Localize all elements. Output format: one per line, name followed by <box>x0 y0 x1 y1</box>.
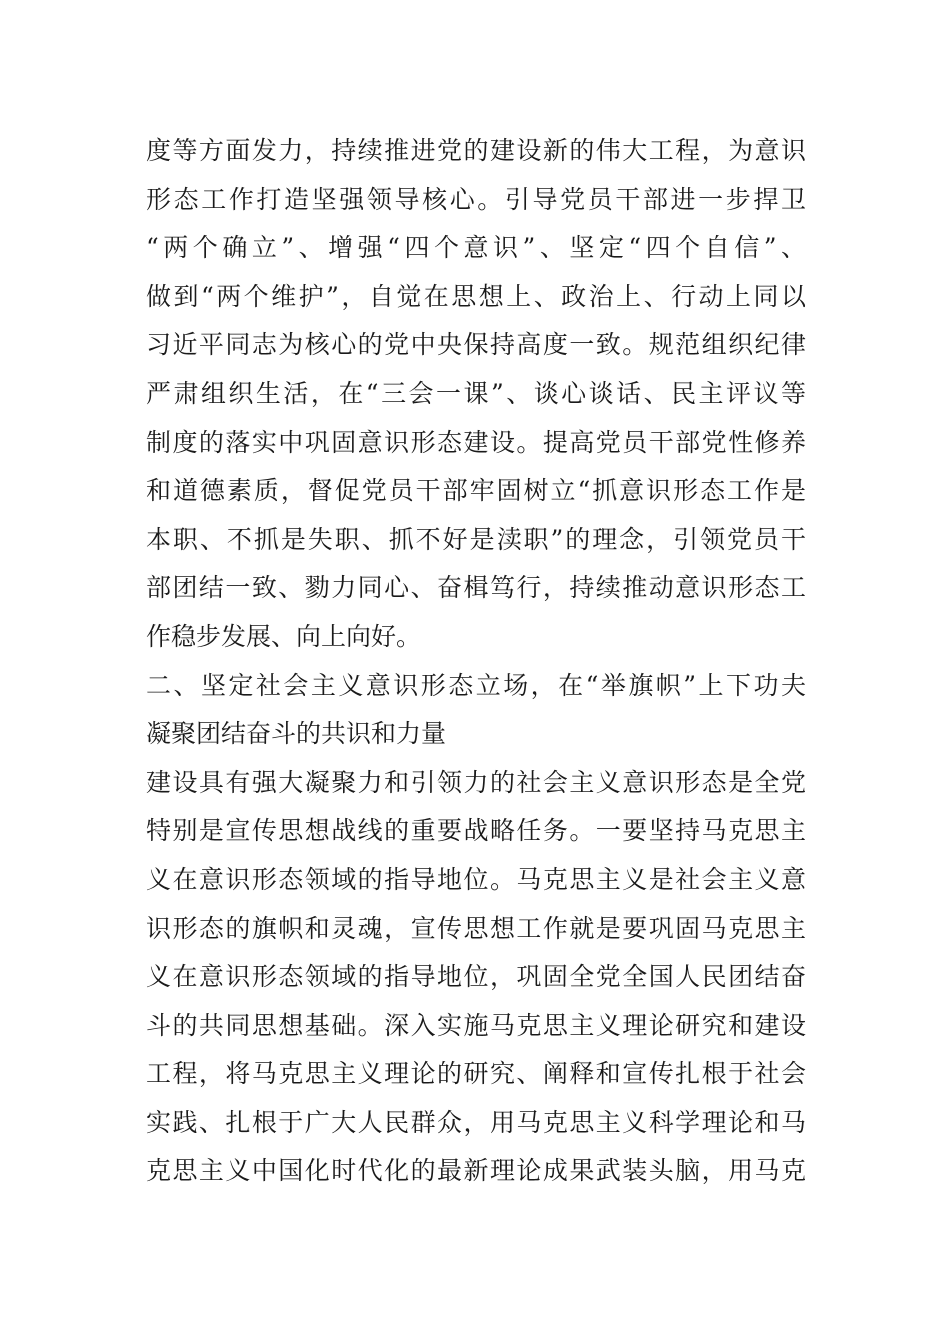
text-line: 做到“两个维护”，自觉在思想上、政治上、行动上同以 <box>146 281 806 311</box>
text-line: 义在意识形态领域的指导地位，巩固全党全国人民团结奋 <box>146 962 806 992</box>
text-line: 严肃组织生活，在“三会一课”、谈心谈话、民主评议等 <box>146 378 806 408</box>
text-line: 本职、不抓是失职、抓不好是渎职”的理念，引领党员干 <box>146 524 806 554</box>
text-line: 部团结一致、勠力同心、奋楫笃行，持续推动意识形态工 <box>146 573 806 603</box>
text-line: 度等方面发力，持续推进党的建设新的伟大工程，为意识 <box>146 136 806 165</box>
text-line: 和道德素质，督促党员干部牢固树立“抓意识形态工作是 <box>146 476 806 506</box>
section-heading <box>146 662 806 759</box>
heading-line: 二、坚定社会主义意识形态立场，在“举旗帜”上下功夫 <box>146 670 806 700</box>
section-paragraph <box>146 759 806 1196</box>
text-line: 作稳步发展、向上向好。 <box>146 621 422 651</box>
text-line: 建设具有强大凝聚力和引领力的社会主义意识形态是全党 <box>146 767 806 797</box>
text-line: 义在意识形态领域的指导地位。马克思主义是社会主义意 <box>146 864 806 894</box>
text-line: 斗的共同思想基础。深入实施马克思主义理论研究和建设 <box>146 1010 806 1040</box>
text-line: 实践、扎根于广大人民群众，用马克思主义科学理论和马 <box>146 1107 806 1137</box>
heading-line: 凝聚团结奋斗的共识和力量 <box>146 719 447 749</box>
text-line: 特别是宣传思想战线的重要战略任务。一要坚持马克思主 <box>146 816 806 846</box>
document-body <box>146 127 806 1196</box>
text-line: 识形态的旗帜和灵魂，宣传思想工作就是要巩固马克思主 <box>146 913 806 943</box>
text-line: 工程，将马克思主义理论的研究、阐释和宣传扎根于社会 <box>146 1059 806 1089</box>
text-line: 习近平同志为核心的党中央保持高度一致。规范组织纪律 <box>146 330 806 360</box>
text-line: “两个确立”、增强“四个意识”、坚定“四个自信”、 <box>146 233 806 263</box>
text-line: 形态工作打造坚强领导核心。引导党员干部进一步捍卫 <box>146 184 806 214</box>
text-line: 制度的落实中巩固意识形态建设。提高党员干部党性修养 <box>146 427 806 457</box>
text-line: 克思主义中国化时代化的最新理论成果武装头脑，用马克 <box>146 1156 806 1186</box>
paragraph-continuation <box>146 127 806 662</box>
